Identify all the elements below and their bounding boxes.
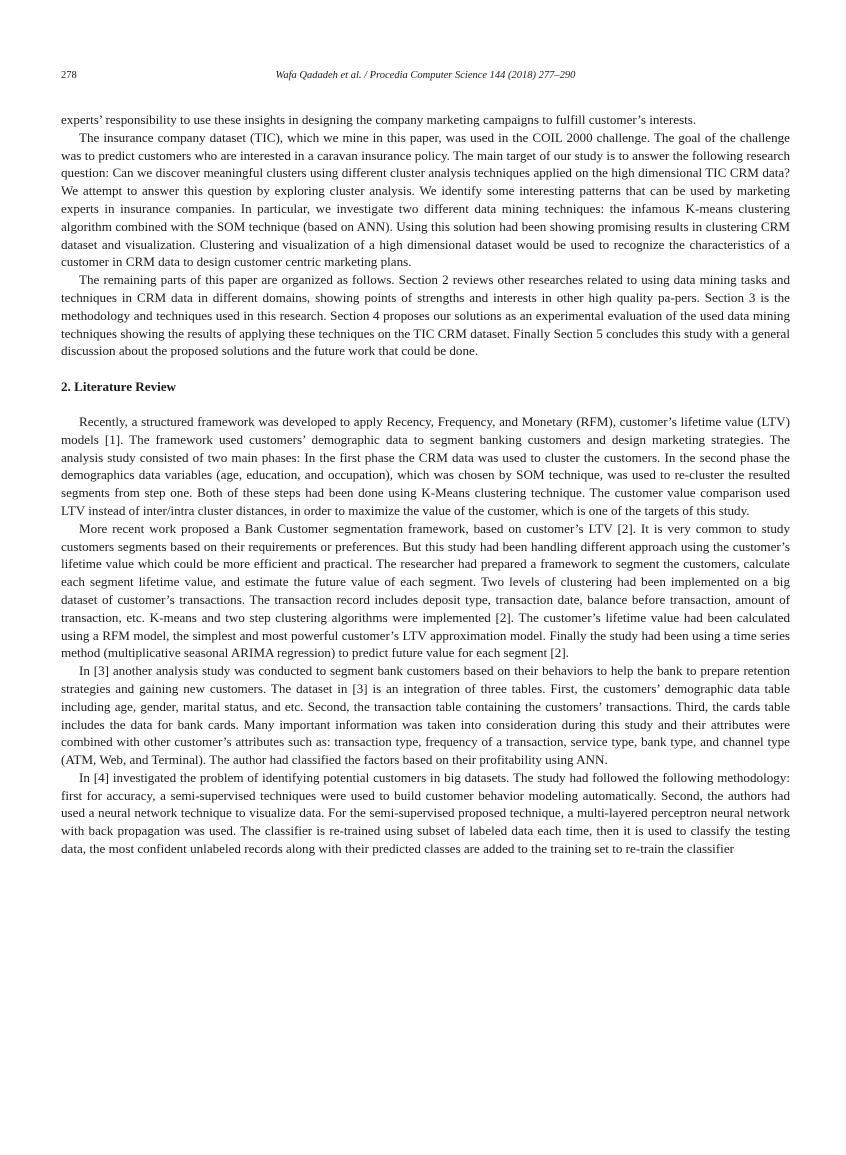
paragraph-continuation: experts’ responsibility to use these insights in designing the company marketing campaigns to fulfill customer’s interests. <box>61 112 697 127</box>
paragraph-paper-organization: The remaining parts of this paper are organized as follows. Section 2 reviews other researches related to using data mining tasks and techniques in CRM data in different domains, showing points of strengths and interests in other high quality pa-pers. Section 3 is the methodology and techniques used in this research. Section 4 proposes our solutions as an experimental evaluation of the used data mining techniques showing the results of applying these techniques on the TIC CRM dataset. Finally Section 5 concludes this study with a general discussion about the proposed solutions and the future work that could be done. <box>61 272 790 359</box>
body-text <box>61 111 790 858</box>
running-title: Wafa Qadadeh et al. / Procedia Computer Science 144 (2018) 277–290 <box>275 70 576 81</box>
paragraph-bank-segmentation: More recent work proposed a Bank Customer segmentation framework, based on customer’s LTV [2]. It is very common to study customers segments based on their requirements or preferences. But this study had been handling different approach using the customer’s lifetime value which could be more efficient and practical. The researcher had prepared a framework to segment the customers, calculate each segment lifetime value, and estimate the future value of each segment. Two levels of clustering had been implemented on a big dataset of customer’s transactions. The transaction record includes deposit type, transaction date, balance before transaction, amount of transaction, etc. K-means and two step clustering algorithms were implemented [2]. The customer’s lifetime value had been calculated using a RFM model, the simplest and most powerful customer’s LTV approximation model. Finally the study had been using a time series method (multiplicative seasonal ARIMA regression) to predict future value for each segment [2]. <box>61 520 790 661</box>
section-heading-literature-review: 2. Literature Review <box>61 379 177 395</box>
paper-page <box>61 68 790 858</box>
page-number: 278 <box>61 70 77 81</box>
paragraph-tic-dataset: The insurance company dataset (TIC), which we mine in this paper, was used in the COIL 2000 challenge. The goal of the challenge was to predict customers who are interested in a caravan insurance policy. The main target of our study is to answer the following research question: Can we discover meaningful clusters using different cluster analysis techniques applied on the high dimensional TIC CRM data? We attempt to answer this question by exploring cluster analysis. We identify some interesting patterns that can be used by marketing experts in insurance companies. In particular, we investigate two different data mining techniques: the infamous K-means clustering algorithm combined with the SOM technique (based on ANN). Using this solution had been showing promising results in clustering CRM dataset and visualization. Clustering and visualization of a high dimensional dataset would be used to recognize the characteristics of a customer in CRM data to design customer centric marketing plans. <box>61 129 790 270</box>
paragraph-potential-customers: In [4] investigated the problem of identifying potential customers in big datasets. The study had followed the following methodology: first for accuracy, a semi-supervised techniques were used to build customer behavior modeling automatically. Second, the authors had used a neural network technique to visualize data. For the semi-supervised proposed technique, a multi-layered perceptron neural network with back propagation was used. The classifier is re-trained using subset of labeled data each time, then it is used to classify the testing data, the most confident unlabeled records along with their predicted classes are added to the training set to re-train the classifier <box>61 769 790 857</box>
paragraph-bank-behaviors: In [3] another analysis study was conducted to segment bank customers based on their behaviors to help the bank to prepare retention strategies and gaining new customers. The dataset in [3] is an integration of three tables. First, the customers’ demographic data table including age, gender, marital status, and etc. Second, the transaction table containing the customers’ transactions. Third, the cards table includes the data for bank cards. Many important information was taken into consideration during this study and their attributes were combined with other customer’s attributes such as: transaction type, frequency of a transaction, service type, bank type, and channel type (ATM, Web, and Terminal). The author had classified the factors based on their profitability using ANN. <box>61 663 790 768</box>
paragraph-rfm-framework: Recently, a structured framework was developed to apply Recency, Frequency, and Monetary (RFM), customer’s lifetime value (LTV) models [1]. The framework used customers’ demographic data to segment banking customers and design marketing strategies. The analysis study consisted of two main phases: In the first phase the CRM data was used to cluster the customers. In the second phase the demographics data variables (age, education, and occupation), which was chosen by SOM technique, was used to re-cluster the resulted segments from step one. Both of these steps had been done using K-Means clustering technique. The customer value comparison used LTV instead of inter/intra cluster distances, in order to maximize the value of the customer, which is one of the targets of this study. <box>61 413 790 518</box>
running-header <box>61 68 790 84</box>
